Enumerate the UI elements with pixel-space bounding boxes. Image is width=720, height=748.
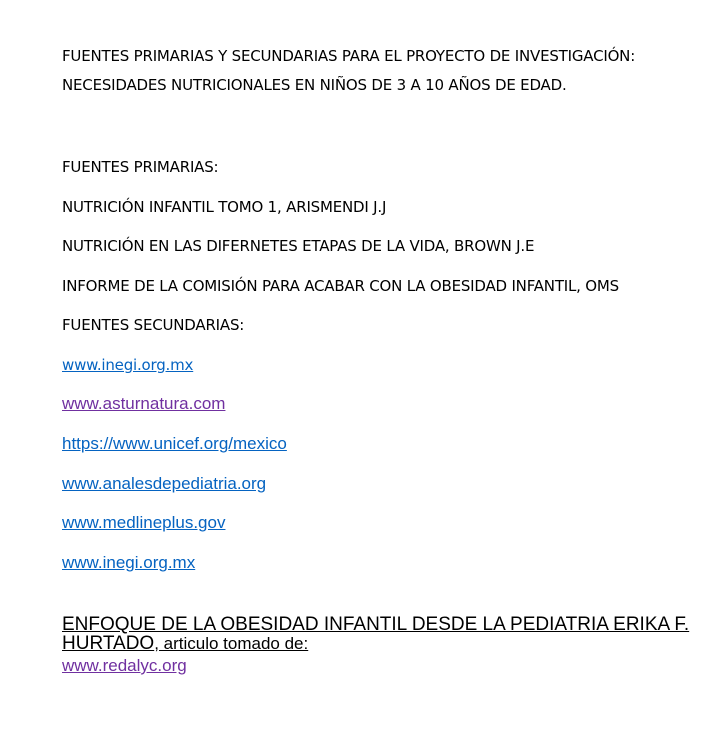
link-inegi[interactable]: www.inegi.org.mx	[62, 356, 194, 374]
article-title-line-1: ENFOQUE DE LA OBESIDAD INFANTIL DESDE LA PEDIATRIA ERIKA F.	[62, 614, 690, 635]
primary-sources-heading: FUENTES PRIMARIAS:	[62, 158, 219, 176]
link-medlineplus[interactable]: www.medlineplus.gov	[62, 513, 226, 532]
article-author: HURTADO	[62, 633, 155, 654]
secondary-sources-heading: FUENTES SECUNDARIAS:	[62, 316, 245, 334]
link-asturnatura[interactable]: www.asturnatura.com	[62, 394, 226, 413]
link-redalyc[interactable]: www.redalyc.org	[62, 656, 187, 675]
primary-source-2: NUTRICIÓN EN LAS DIFERNETES ETAPAS DE LA VIDA, BROWN J.E	[62, 237, 535, 255]
title-line-2: NECESIDADES NUTRICIONALES EN NIÑOS DE 3 A 10 AÑOS DE EDAD.	[62, 76, 567, 94]
primary-source-1: NUTRICIÓN INFANTIL TOMO 1, ARISMENDI J.J	[62, 198, 387, 216]
link-analesdepediatria[interactable]: www.analesdepediatria.org	[62, 474, 267, 493]
title-line-1: FUENTES PRIMARIAS Y SECUNDARIAS PARA EL PROYECTO DE INVESTIGACIÓN:	[62, 47, 636, 65]
article-source-note: , articulo tomado de:	[154, 634, 309, 653]
link-unicef[interactable]: https://www.unicef.org/mexico	[62, 434, 287, 453]
link-inegi-2[interactable]: www.inegi.org.mx	[62, 553, 196, 572]
article-reference	[62, 615, 702, 653]
primary-source-3: INFORME DE LA COMISIÓN PARA ACABAR CON LA OBESIDAD INFANTIL, OMS	[62, 277, 619, 295]
